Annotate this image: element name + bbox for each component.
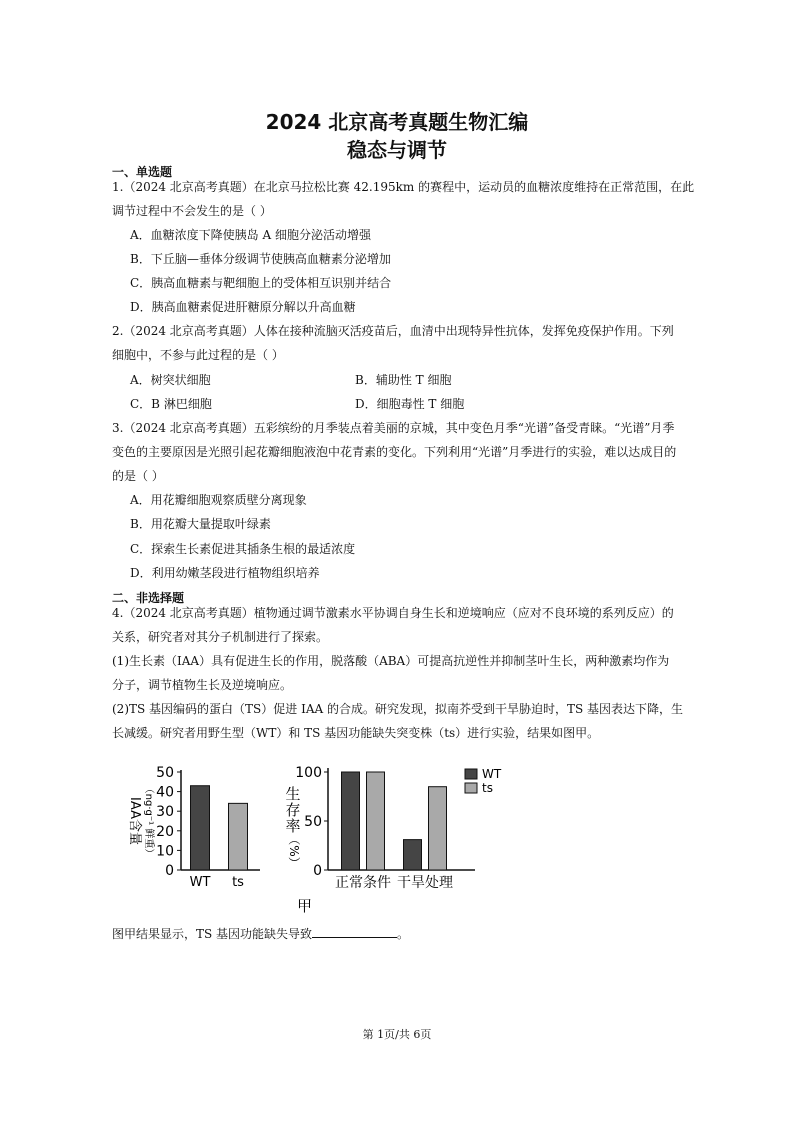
bar-wt-normal	[342, 772, 360, 870]
document-title: 2024 北京高考真题生物汇编	[265, 110, 529, 134]
y-tick-label: 10	[156, 843, 174, 860]
question-1-option-d: D．胰高血糖素促进肝糖原分解以升高血糖	[130, 300, 356, 314]
y-axis-unit: （%）	[287, 833, 301, 869]
x-tick-label: ts	[232, 875, 244, 890]
y-tick-label: 20	[156, 823, 174, 840]
y-tick-label: 50	[156, 765, 174, 781]
legend-label-wt: WT	[482, 767, 502, 781]
y-tick-label: 50	[304, 814, 322, 830]
question-1-option-a: A．血糖浓度下降使胰岛 A 细胞分泌活动增强	[130, 228, 371, 242]
question-1-line-1: 1.（2024 北京高考真题）在北京马拉松比赛 42.195km 的赛程中，运动员的血糖浓度维持在正常范围，在此	[112, 180, 695, 194]
x-tick-label: 干旱处理	[397, 875, 453, 891]
question-3-option-b: B．用花瓣大量提取叶绿素	[130, 517, 271, 531]
y-axis-unit: （ng·g⁻¹ 鲜重）	[143, 783, 154, 859]
question-3-line-2: 变色的主要原因是光照引起花瓣细胞液泡中花青素的变化。下列利用“光谱”月季进行的实验，难以达成目的	[112, 445, 677, 459]
y-tick-label: 100	[295, 765, 322, 781]
answer-blank[interactable]	[312, 925, 397, 938]
section-heading-non-choice: 二、非选择题	[112, 591, 185, 605]
y-axis-label-char: 生	[285, 785, 301, 803]
question-1-line-2: 调节过程中不会发生的是（ ）	[112, 204, 272, 218]
question-2-option-c: C．B 淋巴细胞	[130, 397, 212, 411]
bar-ts	[229, 803, 248, 870]
chart-iaa-content	[127, 765, 260, 890]
page-footer: 第 1页/共 6页	[362, 1028, 432, 1041]
question-3-line-3: 的是（ ）	[112, 469, 164, 483]
question-2-option-b: B．辅助性 T 细胞	[355, 373, 452, 387]
question-4-part-1-line-1: (1)生长素（IAA）具有促进生长的作用，脱落酸（ABA）可提高抗逆性并抑制茎叶生长，两种激素均作为	[112, 654, 670, 668]
bar-ts-drought	[429, 787, 447, 870]
y-tick-label: 40	[156, 784, 174, 801]
question-2-option-d: D．细胞毒性 T 细胞	[355, 397, 465, 411]
question-4-part-2-line-2: 长减缓。研究者用野生型（WT）和 TS 基因功能缺失突变株（ts）进行实验，结果如图甲。	[112, 726, 600, 740]
question-2-option-a: A．树突状细胞	[130, 373, 211, 387]
question-4-line-2: 关系，研究者对其分子机制进行了探索。	[112, 630, 329, 644]
question-3-option-a: A．用花瓣细胞观察质壁分离现象	[130, 493, 307, 507]
result-end: 。	[397, 927, 410, 941]
document-subtitle: 稳态与调节	[347, 138, 447, 162]
y-tick-label: 30	[156, 804, 174, 821]
result-text: 图甲结果显示，TS 基因功能缺失导致	[112, 927, 313, 941]
question-2-line-1: 2.（2024 北京高考真题）人体在接种流脑灭活疫苗后，血清中出现特异性抗体，发挥免疫保护作用。下列	[112, 324, 674, 338]
legend-swatch-wt	[465, 769, 477, 779]
legend-label-ts: ts	[482, 781, 493, 795]
y-tick-label: 0	[165, 863, 174, 879]
question-1-option-b: B．下丘脑—垂体分级调节使胰高血糖素分泌增加	[130, 252, 391, 266]
question-2-line-2: 细胞中，不参与此过程的是（ ）	[112, 348, 284, 362]
question-4-part-2-line-1: (2)TS 基因编码的蛋白（TS）促进 IAA 的合成。研究发现，拟南芥受到干旱胁迫时，TS 基因表达下降，生	[112, 702, 684, 716]
question-3-option-c: C．探索生长素促进其插条生根的最适浓度	[130, 542, 356, 556]
bar-wt-drought	[404, 840, 422, 870]
y-axis-label-char: 率	[285, 817, 301, 835]
section-heading-single-choice: 一、单选题	[112, 165, 173, 179]
question-4-result-line	[112, 925, 687, 942]
bar-ts-normal	[367, 772, 385, 870]
question-4-line-1: 4.（2024 北京高考真题）植物通过调节激素水平协调自身生长和逆境响应（应对不良环境的系列反应）的	[112, 606, 674, 620]
x-tick-label: WT	[189, 875, 211, 890]
legend-swatch-ts	[465, 783, 477, 793]
question-3-option-d: D．利用幼嫩茎段进行植物组织培养	[130, 566, 320, 580]
x-tick-label: 正常条件	[335, 875, 391, 891]
figure-caption: 甲	[297, 897, 313, 915]
question-4-part-1-line-2: 分子，调节植物生长及逆境响应。	[112, 678, 293, 692]
bar-wt	[191, 786, 210, 870]
chart-survival-rate	[285, 765, 501, 891]
y-axis-label-char: 存	[285, 801, 301, 819]
y-tick-label: 0	[313, 863, 322, 879]
y-axis-label: IAA含量	[127, 797, 142, 845]
question-3-line-1: 3.（2024 北京高考真题）五彩缤纷的月季装点着美丽的京城，其中变色月季“光谱”备受青睐。“光谱”月季	[112, 421, 675, 435]
question-1-option-c: C．胰高血糖素与靶细胞上的受体相互识别并结合	[130, 276, 392, 290]
